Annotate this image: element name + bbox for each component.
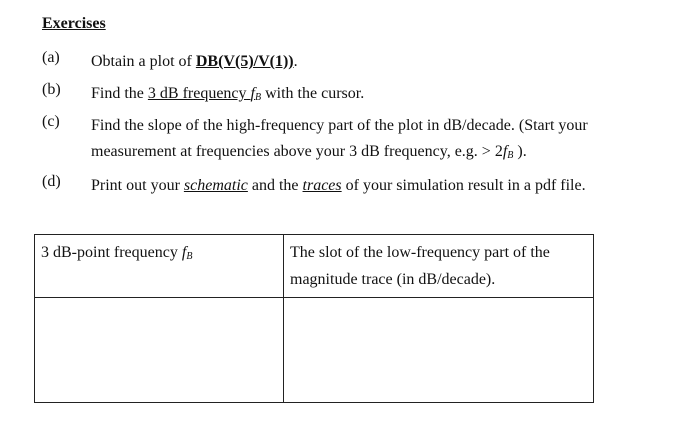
traces-term: traces — [302, 177, 342, 194]
header-cell-frequency: 3 dB-point frequency $f_B$ — [35, 235, 284, 298]
header-cell-slope: The slot of the low-frequency part of the magnitude trace (in dB/decade). — [284, 235, 594, 298]
answer-cell-frequency[interactable] — [35, 298, 284, 403]
table-answer-row — [35, 298, 594, 403]
answer-cell-slope[interactable] — [284, 298, 594, 403]
item-text: Print out your schematic and the traces of your simulation result in a pdf file. — [91, 177, 586, 194]
three-db-frequency-term: 3 dB frequency $f_B$ — [147, 85, 262, 103]
table-header-row — [35, 235, 594, 298]
exercises-heading: Exercises — [42, 15, 106, 32]
item-marker: (b) — [42, 81, 61, 98]
item-marker: (c) — [42, 113, 60, 130]
answer-table — [34, 234, 594, 403]
item-marker: (d) — [42, 173, 61, 190]
item-marker: (a) — [42, 49, 60, 66]
item-text: Find the 3 dB frequency $f_B$ with the cursor. — [91, 85, 365, 103]
item-text: Obtain a plot of DB(V(5)/V(1)). — [91, 53, 298, 70]
item-text: Find the slope of the high-frequency part of the plot in dB/decade. (Start your measurement at frequencies above your 3 dB frequency, e.g. > $2f_B$ ). — [91, 117, 588, 161]
plot-expression: DB(V(5)/V(1)) — [195, 53, 294, 70]
schematic-term: schematic — [183, 177, 248, 194]
